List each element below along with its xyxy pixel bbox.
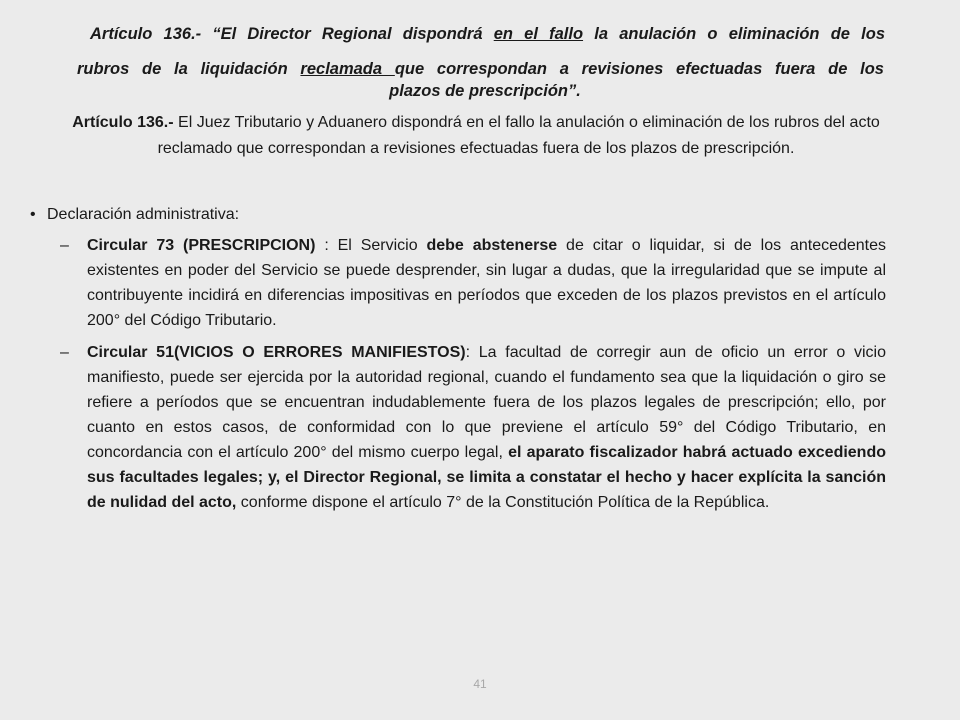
quote-line-1-start: Artículo 136.- “El Director Regional dispondrá — [90, 25, 494, 43]
quoted-article-old — [60, 22, 910, 102]
quote-underlined-reclamada: reclamada — [300, 60, 395, 78]
circular-51-item — [60, 340, 886, 515]
quote-underlined-en-el-fallo: en el fallo — [493, 25, 584, 43]
circular-73-text-b: de citar o liquidar, si de los antecedentes existentes en poder del Servicio se puede desprender, sin lugar a dudas, que la irregularidad que se impute al contribuyente incidirá en diferencias impositivas en períodos que exceden de los plazos previstos en el artículo 200° del Código Tributario. — [87, 237, 887, 329]
article-new-label: Artículo 136.- — [72, 114, 174, 131]
quote-line-1 — [60, 22, 910, 46]
bullet-declaracion — [30, 203, 239, 227]
circular-51-bold: el aparato fiscalizador habrá actuado excediendo sus facultades legales; y, el Director Regional, se limita a constatar el hecho y hacer explícita la sanción de nulidad del acto, — [87, 444, 887, 511]
quote-line-3: plazos de prescripción”. — [389, 82, 581, 100]
circular-73-bold: debe abstenerse — [426, 237, 558, 254]
article-new-body: El Juez Tributario y Aduanero dispondrá en el fallo la anulación o eliminación de los rubros del acto reclamado que correspondan a revisiones efectuadas fuera de los plazos de prescripción. — [157, 114, 880, 157]
circular-51-text-a: : La facultad de corregir aun de oficio un error o vicio manifiesto, puede ser ejercida por la autoridad regional, cuando el fundamento sea que la liquidación o giro se refiere a períodos que se encuentran indudablemente fuera de los plazos legales de prescripción; ello, por cuanto en estos casos, de conformidad con lo que previene el artículo 59° del Código Tributario, en concordancia con el artículo 200° del mismo cuerpo legal, — [87, 344, 886, 461]
quote-line-2 — [60, 58, 910, 80]
circular-73-text-a: : El Servicio — [315, 237, 427, 254]
bullet-icon: • — [30, 206, 36, 223]
quote-line-2-start: rubros de la liquidación — [77, 60, 301, 78]
quote-line-2-end: que correspondan a revisiones efectuadas fuera de los — [394, 60, 884, 78]
circular-51-text-b: conforme dispone el artículo 7° de la Constitución Política de la República. — [236, 494, 770, 511]
circular-73-text — [87, 233, 886, 333]
page-number: 41 — [473, 677, 487, 691]
bullet-text: Declaración administrativa: — [47, 206, 240, 223]
circular-51-text — [87, 340, 886, 515]
circular-73-title: Circular 73 (PRESCRIPCION) — [87, 237, 316, 254]
quote-line-1-end: la anulación o eliminación de los — [583, 25, 885, 43]
dash-icon: – — [60, 344, 69, 361]
dash-icon: – — [60, 237, 69, 254]
circular-51-title: Circular 51(VICIOS O ERRORES MANIFIESTOS) — [87, 344, 466, 361]
article-new-text — [62, 110, 890, 162]
circular-73-item — [60, 233, 886, 333]
